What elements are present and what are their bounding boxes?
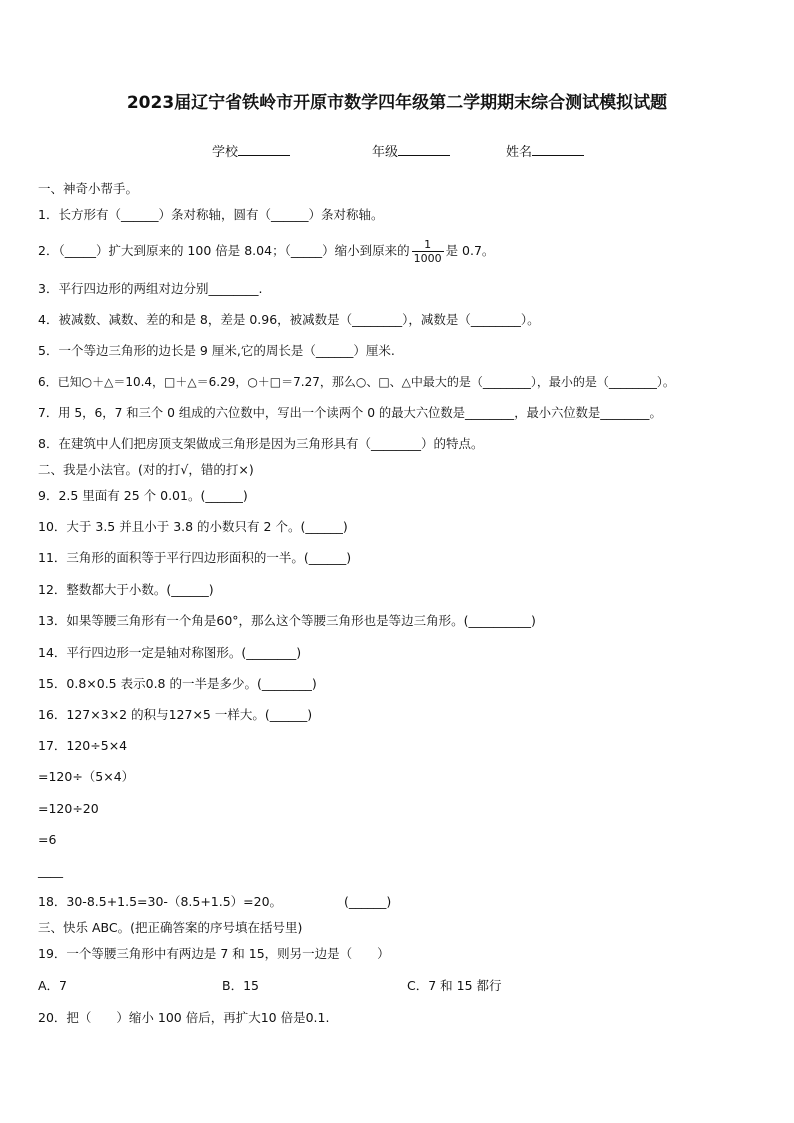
question-7: 7．用 5，6，7 和三个 0 组成的六位数中，写出一个读两个 0 的最大六位数是________，最小六位数是________。 bbox=[38, 406, 662, 420]
question-14: 14．平行四边形一定是轴对称图形。(________) bbox=[38, 645, 302, 660]
question-2 bbox=[38, 238, 494, 265]
question-16: 16．127×3×2 的积与127×5 一样大。(______) bbox=[38, 707, 313, 722]
section-2-heading: 二、我是小法官。(对的打√，错的打×) bbox=[38, 462, 254, 477]
section-3-heading: 三、快乐 ABC。(把正确答案的序号填在括号里) bbox=[38, 920, 303, 935]
grade-label: 年级 bbox=[372, 145, 399, 160]
school-field[interactable] bbox=[212, 141, 290, 160]
question-18-answer-blank[interactable]: (______) bbox=[344, 894, 392, 909]
question-13: 13．如果等腰三角形有一个角是60°，那么这个等腰三角形也是等边三角形。(__________) bbox=[38, 613, 536, 628]
name-field[interactable] bbox=[506, 141, 584, 160]
school-label: 学校 bbox=[212, 145, 239, 160]
question-2-text-end: 是 0.7。 bbox=[445, 243, 495, 258]
page-title: 2023届辽宁省铁岭市开原市数学四年级第二学期期末综合测试模拟试题 bbox=[126, 93, 668, 113]
question-17-line-1: 17．120÷5×4 bbox=[38, 738, 128, 753]
question-19-option-c: C．7 和 15 都行 bbox=[407, 978, 502, 993]
question-18: 18．30-8.5+1.5=30-（8.5+1.5）=20。 bbox=[38, 894, 283, 909]
question-5: 5．一个等边三角形的边长是 9 厘米,它的周长是（______）厘米. bbox=[38, 343, 395, 358]
grade-field[interactable] bbox=[372, 141, 450, 160]
question-15: 15．0.8×0.5 表示0.8 的一半是多少。(________) bbox=[38, 676, 317, 691]
question-2-text: 2．（_____）扩大到原来的 100 倍是 8.04；（_____）缩小到原来的 bbox=[38, 243, 410, 258]
question-17-line-4: =6 bbox=[38, 832, 57, 847]
question-4: 4．被减数、减数、差的和是 8，差是 0.96，被减数是（________），减数是（________）。 bbox=[38, 312, 540, 327]
question-17-line-2: =120÷（5×4） bbox=[38, 769, 135, 784]
question-19-option-b: B．15 bbox=[222, 978, 259, 993]
question-8: 8．在建筑中人们把房顶支架做成三角形是因为三角形具有（________）的特点。 bbox=[38, 436, 484, 451]
question-9: 9．2.5 里面有 25 个 0.01。(______) bbox=[38, 488, 248, 503]
section-1-heading: 一、神奇小帮手。 bbox=[38, 181, 139, 196]
fraction-numerator: 1 bbox=[412, 238, 444, 252]
fraction-denominator: 1000 bbox=[413, 252, 442, 265]
school-blank[interactable] bbox=[238, 143, 290, 156]
question-20: 20．把（ ）缩小 100 倍后，再扩大10 倍是0.1. bbox=[38, 1010, 330, 1025]
question-17-line-3: =120÷20 bbox=[38, 801, 99, 816]
name-blank[interactable] bbox=[532, 143, 584, 156]
question-1: 1．长方形有（______）条对称轴，圆有（______）条对称轴。 bbox=[38, 207, 384, 222]
question-12: 12．整数都大于小数。(______) bbox=[38, 582, 214, 597]
question-6: 6．已知○＋△＝10.4，□＋△＝6.29，○＋□＝7.27，那么○、□、△中最大的是（________），最小的是（________）。 bbox=[38, 375, 675, 389]
question-11: 11．三角形的面积等于平行四边形面积的一半。(______) bbox=[38, 550, 352, 565]
question-19-option-a: A．7 bbox=[38, 978, 68, 993]
question-19: 19．一个等腰三角形中有两边是 7 和 15，则另一边是（ ） bbox=[38, 946, 390, 961]
question-17-answer-blank[interactable]: ____ bbox=[38, 863, 63, 878]
fraction bbox=[412, 238, 444, 265]
grade-blank[interactable] bbox=[398, 143, 450, 156]
question-3: 3．平行四边形的两组对边分别________. bbox=[38, 281, 263, 296]
question-10: 10．大于 3.5 并且小于 3.8 的小数只有 2 个。(______) bbox=[38, 519, 348, 534]
name-label: 姓名 bbox=[506, 145, 533, 160]
